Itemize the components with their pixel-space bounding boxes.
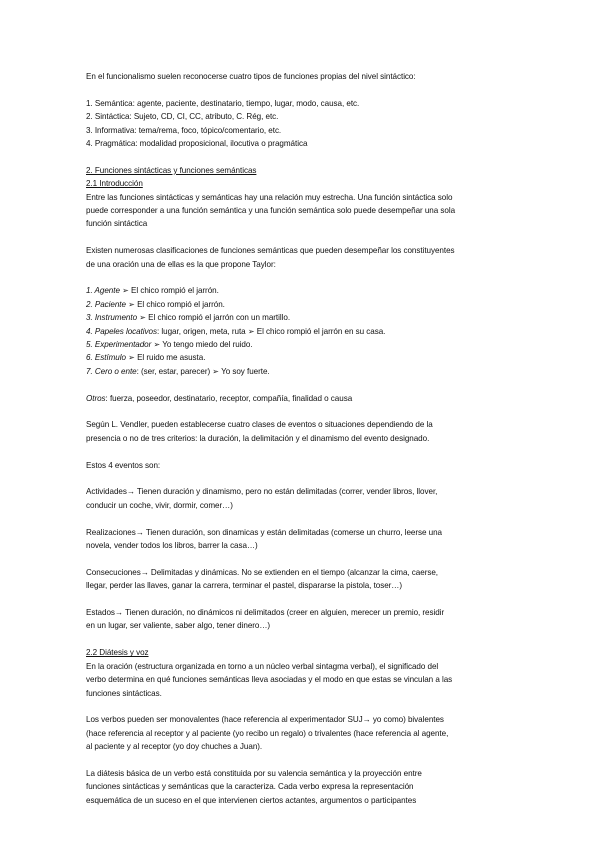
paragraph-line: al paciente y al receptor (yo doy chuches a Juan). xyxy=(86,742,263,752)
paragraph-line: función sintáctica xyxy=(86,219,148,229)
paragraph-line: Entre las funciones sintácticas y semánticas hay una relación muy estrecha. Una función sintáctica solo xyxy=(86,192,453,202)
role-term: 1. Agente xyxy=(86,286,120,296)
paragraph-line: puede corresponder a una función semántica y una función semántica solo puede desempeñar una sola xyxy=(86,206,456,216)
role-item xyxy=(86,338,519,351)
role-example: : (ser, estar, parecer) ➢ Yo soy fuerte. xyxy=(136,366,270,376)
role-item xyxy=(86,351,519,364)
event-realizaciones-line: novela, vender todos los libros, barrer la casa…) xyxy=(86,541,258,551)
section-2-2-heading: 2.2 Diátesis y voz xyxy=(86,648,149,658)
otros-text: : fuerza, poseedor, destinatario, receptor, compañía, finalidad o causa xyxy=(105,393,353,403)
role-term: 4. Papeles locativos xyxy=(86,326,157,336)
paragraph-line: Existen numerosas clasificaciones de funciones semánticas que pueden desempeñar los constituyentes xyxy=(86,246,455,256)
paragraph-line: En la oración (estructura organizada en torno a un núcleo verbal sintagma verbal), el significado del xyxy=(86,661,439,671)
paragraph-line: presencia o no de tres criterios: la duración, la delimitación y el dinamismo del evento designado. xyxy=(86,433,430,443)
event-consecuciones-line: Consecuciones→ Delimitadas y dinámicas. No se extienden en el tiempo (alcanzar la cima, caerse, xyxy=(86,567,438,577)
role-item xyxy=(86,298,519,311)
role-item xyxy=(86,311,519,324)
paragraph-line: Los verbos pueden ser monovalentes (hace referencia al experimentador SUJ→ yo como) bivalentes xyxy=(86,715,444,725)
event-consecuciones-line: llegar, perder las llaves, ganar la carrera, terminar el pastel, dispararse la pistola, toser…) xyxy=(86,581,402,591)
paragraph-line: (hace referencia al receptor y al paciente (yo recibo un regalo) o trivalentes (hace referencia al agente, xyxy=(86,728,449,738)
section-2-1-heading: 2.1 Introducción xyxy=(86,179,143,189)
event-estados-line: Estados→ Tienen duración, no dinámicos ni delimitados (creer en alguien, merecer un premio, residir xyxy=(86,608,445,618)
role-example: ➢ El ruido me asusta. xyxy=(125,353,206,363)
role-example: : lugar, origen, meta, ruta ➢ El chico rompió el jarrón en su casa. xyxy=(157,326,386,336)
paragraph-line: Según L. Vendler, pueden establecerse cuatro clases de eventos o situaciones dependiendo de la xyxy=(86,420,433,430)
paragraph-line: esquemática de un suceso en el que intervienen ciertos actantes, argumentos o participantes xyxy=(86,795,417,805)
paragraph-line: de una oración una de ellas es la que propone Taylor: xyxy=(86,259,276,269)
event-actividades-line: Actividades→ Tienen duración y dinamismo, pero no están delimitadas (correr, vender libros, llover, xyxy=(86,487,438,497)
intro-text: En el funcionalismo suelen reconocerse cuatro tipos de funciones propias del nivel sintáctico: xyxy=(86,72,416,81)
paragraph-line: verbo determina en qué funciones semánticas lleva asociadas y el modo en que estas se vinculan a las xyxy=(86,675,453,685)
paragraph-line: La diátesis básica de un verbo está constituida por su valencia semántica y la proyección entre xyxy=(86,768,422,778)
role-term: 2. Paciente xyxy=(86,299,126,309)
function-type-item: 3. Informativa: tema/rema, foco, tópico/comentario, etc. xyxy=(86,125,282,135)
role-item xyxy=(86,284,519,297)
event-estados-line: en un lugar, ser valiente, saber algo, tener dinero…) xyxy=(86,621,271,631)
role-item xyxy=(86,325,519,338)
event-actividades-line: conducir un coche, vivir, dormir, comer…) xyxy=(86,500,233,510)
role-example: ➢ El chico rompió el jarrón. xyxy=(125,299,225,309)
event-realizaciones-line: Realizaciones→ Tienen duración, son dinamicas y están delimitadas (comerse un churro, leerse una xyxy=(86,527,443,537)
role-example: ➢ El chico rompió el jarrón con un martillo. xyxy=(137,313,291,323)
function-type-item: 1. Semántica: agente, paciente, destinatario, tiempo, lugar, modo, causa, etc. xyxy=(86,98,360,108)
role-term: 3. Instrumento xyxy=(86,313,138,323)
role-example: ➢ Yo tengo miedo del ruido. xyxy=(151,340,253,350)
role-term: 5. Experimentador xyxy=(86,340,152,350)
function-type-item: 2. Sintáctica: Sujeto, CD, CI, CC, atributo, C. Rég, etc. xyxy=(86,112,279,122)
paragraph-line: funciones sintácticas. xyxy=(86,688,162,698)
role-term: 7. Cero o ente xyxy=(86,366,137,376)
function-type-item: 4. Pragmática: modalidad proposicional, ilocutiva o pragmática xyxy=(86,139,308,149)
role-item xyxy=(86,365,519,378)
section-2-heading: 2. Funciones sintácticas y funciones semánticas xyxy=(86,165,257,175)
eventos-intro: Estos 4 eventos son: xyxy=(86,460,161,470)
paragraph-line: funciones sintácticas y semánticas que la caracteriza. Cada verbo expresa la representación xyxy=(86,782,414,792)
role-term: 6. Estímulo xyxy=(86,353,126,363)
otros-line xyxy=(86,392,519,405)
role-example: ➢ El chico rompió el jarrón. xyxy=(119,286,219,296)
otros-term: Otros xyxy=(86,393,106,403)
